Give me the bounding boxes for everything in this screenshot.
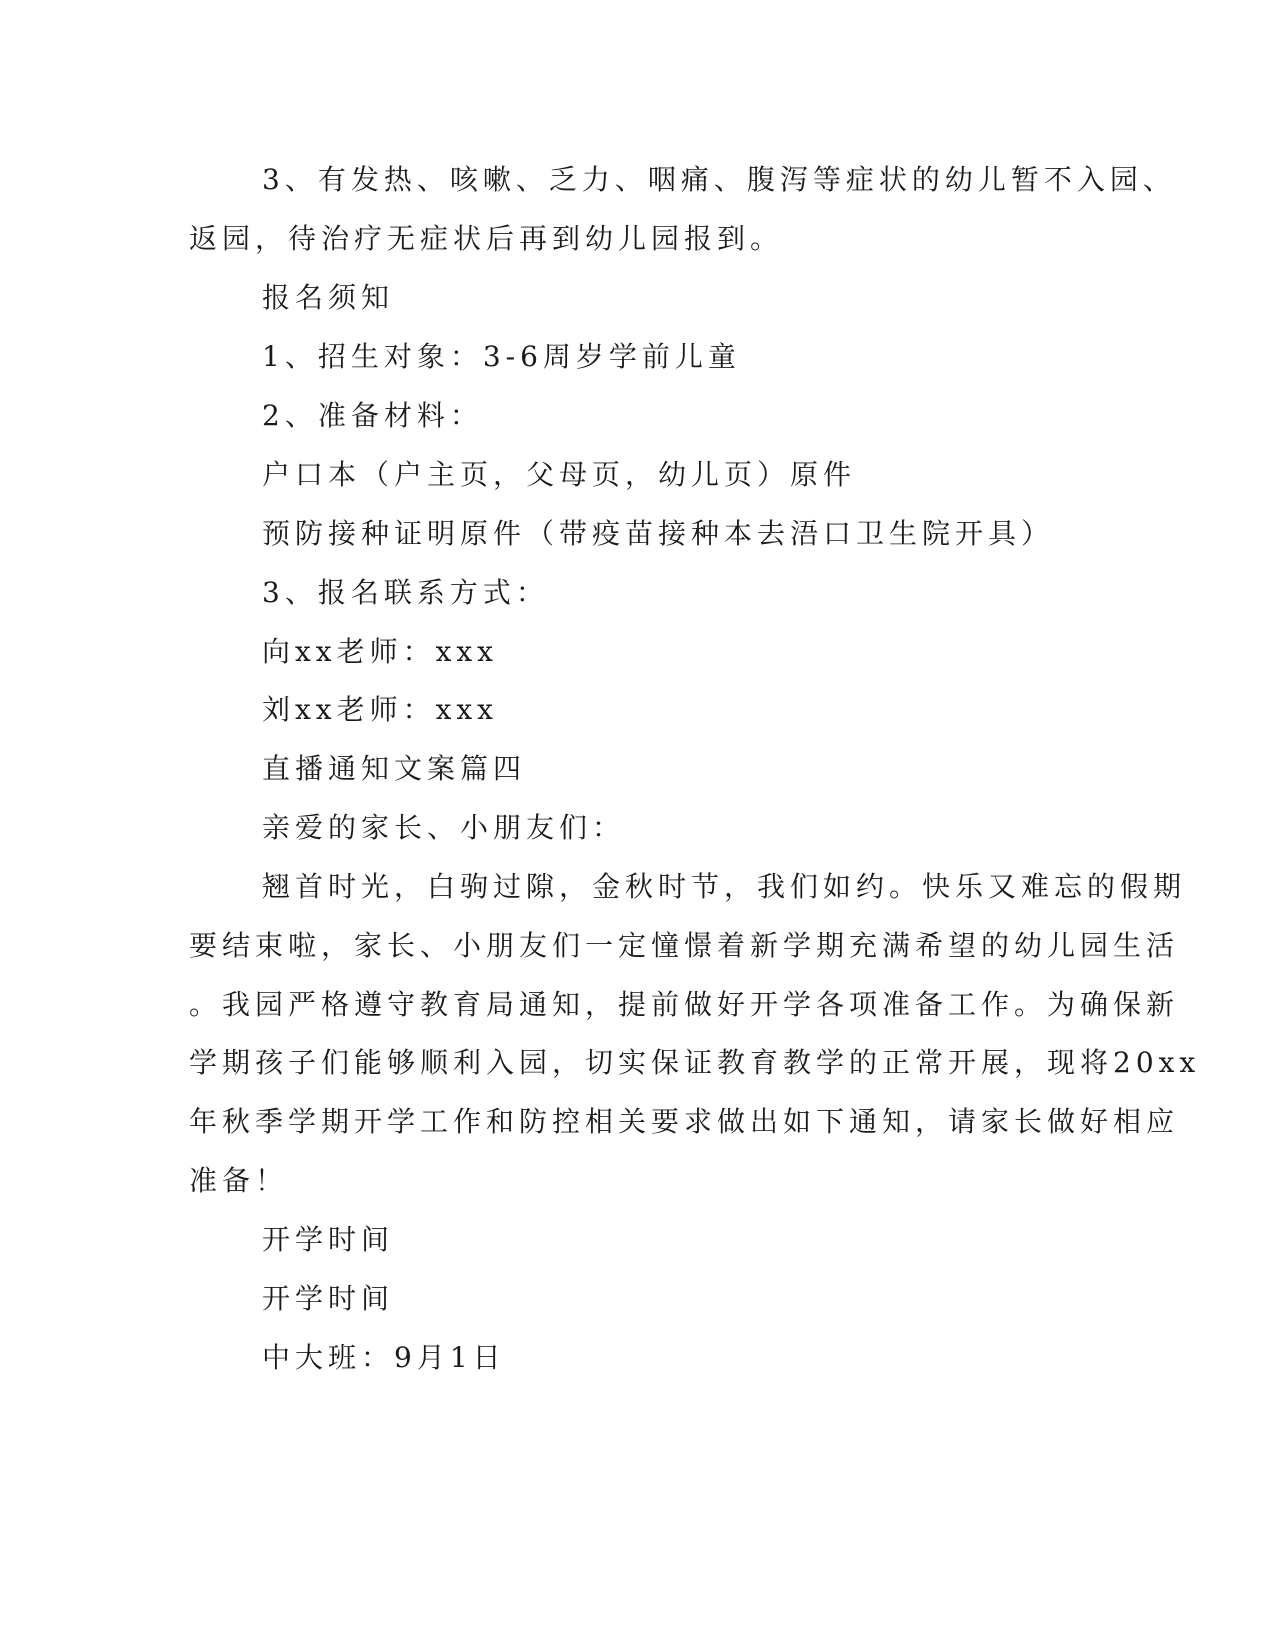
section-heading-registration: 报名须知 xyxy=(262,281,395,314)
salutation: 亲爱的家长、小朋友们： xyxy=(262,811,626,844)
list-item-enrollment-target: 1、招生对象：3-6周岁学前儿童 xyxy=(262,340,741,373)
paragraph-symptoms-line-2: 返园，待治疗无症状后再到幼儿园报到。 xyxy=(189,222,784,255)
material-vaccination-proof: 预防接种证明原件（带疫苗接种本去浯口卫生院开具） xyxy=(262,517,1055,550)
section-heading-start-time-repeat: 开学时间 xyxy=(262,1282,395,1315)
notice-paragraph-line-5: 年秋季学期开学工作和防控相关要求做出如下通知，请家长做好相应 xyxy=(189,1105,1180,1138)
notice-paragraph-line-3: 。我园严格遵守教育局通知，提前做好开学各项准备工作。为确保新 xyxy=(189,988,1180,1021)
contact-teacher-xiang: 向xx老师：xxx xyxy=(262,635,498,668)
section-title-part-four: 直播通知文案篇四 xyxy=(262,752,527,785)
notice-paragraph-line-6: 准备！ xyxy=(189,1164,289,1197)
notice-paragraph-line-2: 要结束啦，家长、小朋友们一定憧憬着新学期充满希望的幼儿园生活 xyxy=(189,929,1180,962)
notice-paragraph-line-1: 翘首时光，白驹过隙，金秋时节，我们如约。快乐又难忘的假期 xyxy=(262,870,1187,903)
list-item-contact: 3、报名联系方式： xyxy=(262,576,549,609)
start-date-middle-senior-class: 中大班：9月1日 xyxy=(262,1341,506,1374)
list-item-materials: 2、准备材料： xyxy=(262,399,483,432)
notice-paragraph-line-4: 学期孩子们能够顺利入园，切实保证教育教学的正常开展，现将20xx xyxy=(189,1046,1201,1079)
paragraph-symptoms-line-1: 3、有发热、咳嗽、乏力、咽痛、腹泻等症状的幼儿暂不入园、 xyxy=(262,163,1176,196)
material-household-register: 户口本（户主页，父母页，幼儿页）原件 xyxy=(262,458,857,491)
section-heading-start-time: 开学时间 xyxy=(262,1223,395,1256)
contact-teacher-liu: 刘xx老师：xxx xyxy=(262,693,498,726)
